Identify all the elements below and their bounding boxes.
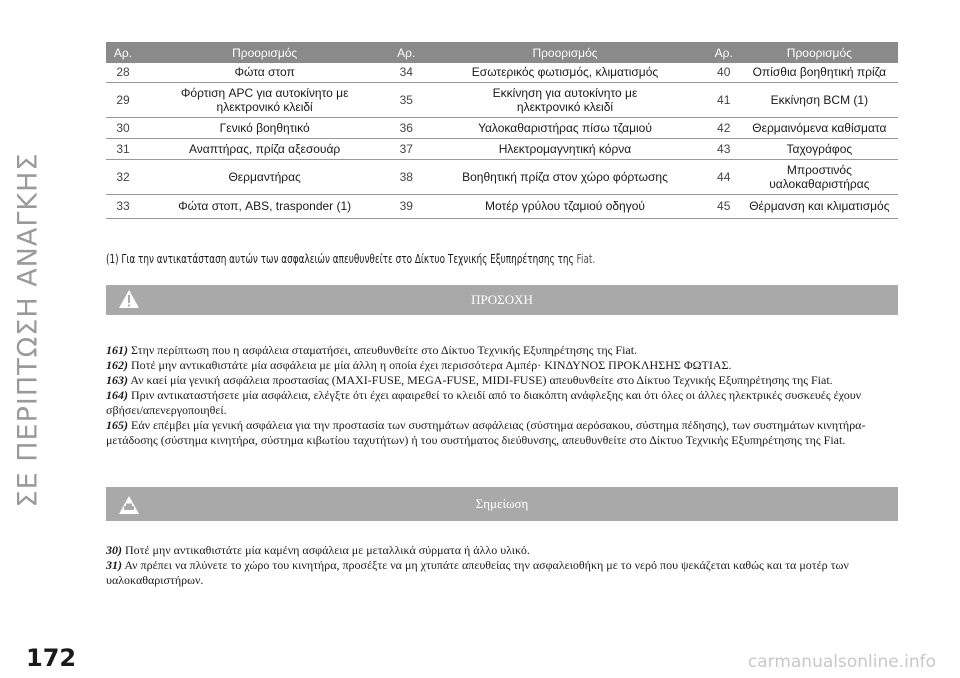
page-number: 172 [26,644,77,672]
fuse-destination: Εσωτερικός φωτισμός, κλιματισμός [423,63,706,82]
fuse-number: 39 [389,194,423,218]
item-text: Αν καεί μία γενική ασφάλεια προστασίας (MAXI-FUSE, MEGA-FUSE, MIDI-FUSE) απευθυνθείτε στο Δίκτυο Τεχνικής Εξυπηρέτησης της Fiat. [130,373,833,387]
item-text: Αν πρέπει να πλύνετε το χώρο του κινητήρα, προσέξτε να μη χτυπάτε απευθείας την ασφαλειοθήκη με το νερό που ψεκάζεται καθώς και τα μοτέρ των υαλοκαθαριστήρων. [106,558,849,587]
item-number: 162) [106,358,128,372]
table-row [106,63,898,82]
fuse-destination: Ταχογράφος [741,138,898,159]
fuse-destination: Αναπτήρας, πρίζα αξεσουάρ [140,138,389,159]
car-note-icon [118,494,140,528]
fuse-number: 42 [707,117,741,138]
item-text: Στην περίπτωση που η ασφάλεια σταματήσει, απευθυνθείτε στο Δίκτυο Τεχνικής Εξυπηρέτησης της Fiat. [131,343,638,357]
warning-title: ΠΡΟΣΟΧΗ [471,292,533,307]
fuse-destination: Φώτα στοπ, ABS, trasponder (1) [140,194,389,218]
list-item [106,543,896,558]
fuse-number: 44 [707,159,741,194]
fuse-number: 31 [106,138,140,159]
fuse-number: 45 [707,194,741,218]
fuse-number: 40 [707,63,741,82]
list-item [106,343,896,358]
list-item [106,418,896,448]
fuse-destination: Ηλεκτρομαγνητική κόρνα [423,138,706,159]
fuse-number: 29 [106,82,140,117]
fuse-destination: Εκκίνηση για αυτοκίνητο με ηλεκτρονικό κλειδί [423,82,706,117]
table-footnote [106,252,595,266]
warning-triangle-icon [118,289,140,320]
item-number: 30) [106,543,122,557]
fuse-number: 32 [106,159,140,194]
fuse-number: 33 [106,194,140,218]
col-header-num: Αρ. [389,42,423,63]
footnote-brand: Fiat. [576,252,596,266]
item-number: 161) [106,343,128,357]
fuse-number: 36 [389,117,423,138]
fuse-destination: Υαλοκαθαριστήρας πίσω τζαμιού [423,117,706,138]
col-header-destination: Προορισμός [423,42,706,63]
item-number: 164) [106,388,128,402]
fuse-table [106,42,898,219]
table-row [106,117,898,138]
fuse-number: 28 [106,63,140,82]
fuse-destination: Μπροστινός υαλοκαθαριστήρας [741,159,898,194]
fuse-number: 38 [389,159,423,194]
fuse-destination: Εκκίνηση BCM (1) [741,82,898,117]
watermark: carmanualsonline.info [747,652,936,672]
table-row [106,82,898,117]
item-text: Εάν επέμβει μία γενική ασφάλεια για την προστασία των συστημάτων ασφάλειας (σύστημα αερόσακου, σύστημα πέδησης), των συστημάτων κινητήρα-μετάδοσης (σύστημα κινητήρα, σύστημα κιβωτίου ταχυτήτων) ή του συστήματος διεύθυνσης, απευθυνθείτε στο Δίκτυο Τεχνικής Εξυπηρέτησης της Fiat. [106,418,866,447]
fuse-destination: Μοτέρ γρύλου τζαμιού οδηγού [423,194,706,218]
fuse-destination: Οπίσθια βοηθητική πρίζα [741,63,898,82]
item-text: Πριν αντικαταστήσετε μία ασφάλεια, ελέγξτε ότι έχει αφαιρεθεί το κλειδί από το διακόπτη ανάφλεξης και ότι όλες οι άλλες ηλεκτρικές συσκευές έχουν σβήσει/απενεργοποιηθεί. [106,388,862,417]
fuse-number: 30 [106,117,140,138]
item-text: Ποτέ μην αντικαθιστάτε μία ασφάλεια με μία άλλη η οποία έχει περισσότερα Αμπέρ· ΚΙΝΔΥΝΟΣ ΠΡΟΚΛΗΣΗΣ ΦΩΤΙΑΣ. [131,358,732,372]
list-item [106,388,896,418]
col-header-destination: Προορισμός [140,42,389,63]
list-item [106,358,896,373]
fuse-destination: Θέρμανση και κλιματισμός [741,194,898,218]
fuse-destination: Φώτα στοπ [140,63,389,82]
fuse-destination: Βοηθητική πρίζα στον χώρο φόρτωσης [423,159,706,194]
footnote-text: (1) Για την αντικατάσταση αυτών των ασφαλειών απευθυνθείτε στο Δίκτυο Τεχνικής Εξυπηρέτησης της [106,252,574,266]
fuse-destination: Φόρτιση APC για αυτοκίνητο με ηλεκτρονικό κλειδί [140,82,389,117]
fuse-number: 37 [389,138,423,159]
note-list [106,543,896,588]
col-header-destination: Προορισμός [741,42,898,63]
fuse-number: 43 [707,138,741,159]
fuse-destination: Γενικό βοηθητικό [140,117,389,138]
fuse-number: 34 [389,63,423,82]
item-number: 165) [106,418,128,432]
fuse-number: 35 [389,82,423,117]
warning-header [106,285,898,315]
fuse-table-header [106,42,898,63]
table-row [106,159,898,194]
note-header [106,487,898,521]
table-row [106,194,898,218]
fuse-destination: Θερμαινόμενα καθίσματα [741,117,898,138]
fuse-destination: Θερμαντήρας [140,159,389,194]
note-title: Σημείωση [475,496,529,511]
list-item [106,558,896,588]
list-item [106,373,896,388]
table-row [106,138,898,159]
col-header-num: Αρ. [707,42,741,63]
item-text: Ποτέ μην αντικαθιστάτε μία καμένη ασφάλεια με μεταλλικά σύρματα ή άλλο υλικό. [125,543,530,557]
item-number: 163) [106,373,128,387]
warning-list [106,343,896,448]
fuse-number: 41 [707,82,741,117]
col-header-num: Αρ. [106,42,140,63]
item-number: 31) [106,558,122,572]
